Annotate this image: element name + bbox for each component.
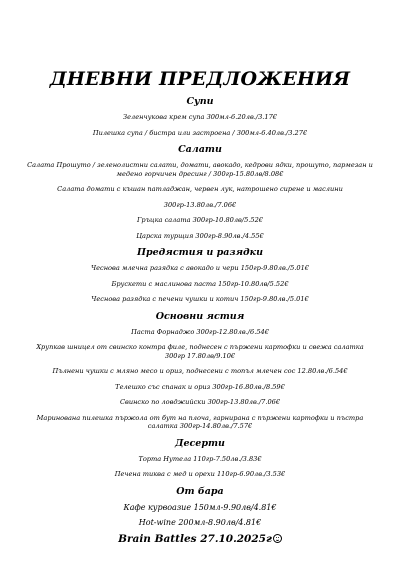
- menu-item: Пълнени чушки с мляно месо и ориз, поднесени с топъл млечен сос 12.80лв./6.54€: [52, 367, 348, 375]
- menu-item: Чеснова млечна разядка с авокадо и чери 150гр-9.80лв./5.01€: [91, 264, 309, 272]
- menu-item: 300гр-13.80лв./7.06€: [163, 200, 237, 209]
- page-title: ДНЕВНИ ПРЕДЛОЖЕНИЯ: [49, 68, 351, 90]
- menu-item: Салата домати с къшан патладжан, червен лук, натрошено сирене и маслини: [57, 185, 343, 193]
- section-desserts: [22, 438, 378, 479]
- menu-item: Гръцка салата 300гр-10.80лв/5.52€: [137, 216, 263, 224]
- section-heading-salads: Салати: [178, 144, 222, 155]
- section-starters: [22, 247, 378, 304]
- menu-item: Чеснова разядка с печени чушки и котич 150гр-9.80лв./5.01€: [91, 295, 309, 303]
- section-bar: [22, 486, 378, 528]
- event-footer: [22, 533, 378, 546]
- section-heading-bar: От бара: [176, 485, 224, 497]
- section-heading-starters: Предястия и разядки: [136, 247, 264, 258]
- menu-item: Кафе курвоазие 150мл-9.90лв/4.81€: [123, 502, 277, 512]
- menu-item: Зеленчукова крем супа 300мл-6.20лв./3.17€: [123, 113, 277, 121]
- section-soups: [22, 96, 378, 137]
- section-salads: [22, 144, 378, 240]
- menu-item: Телешко със спанак и ориз 300гр-16.80лв./8.59€: [115, 382, 285, 391]
- section-heading-mains: Основни ястия: [155, 310, 245, 322]
- menu-item: Свинско по ловджийски 300гр-13.80лв./7.06€: [119, 398, 281, 406]
- menu-item: Салата Прошуто / зеленолистни салати, домати, авокадо, кедрови ядки, прошуто, пармезан и медено горчичен дресинг / 300гр-15.80лв/8.08€: [27, 161, 373, 178]
- menu-item: Пилешка супа / бистра или застроена / 300мл-6.40лв./3.27€: [92, 128, 308, 137]
- smiley-face-icon: [273, 534, 282, 543]
- menu-item: Царска турщия 300гр-8.90лв./4.55€: [136, 231, 264, 240]
- section-heading-soups: Супи: [186, 96, 214, 107]
- footer-text: Brain Battles 27.10.2025г: [118, 532, 272, 545]
- menu-item: Паста Форнаджо 300гр-12.80лв./6.54€: [131, 327, 269, 336]
- section-heading-desserts: Десерти: [175, 437, 225, 449]
- menu-item: Маринована пилешка пържола от бут на плоча, гарнирана с пържени картофки и пъстра салатка 300гр-14.80лв./7.57€: [36, 413, 364, 430]
- menu-item: Хрупкав шницел от свинско контра филе, поднесен с пържени картофки и свежа салатка 300гр 17.80лв/9.10€: [36, 343, 364, 360]
- section-mains: [22, 311, 378, 431]
- menu-item: Hot-wine 200мл-8.90лв/4.81€: [138, 517, 262, 527]
- menu-item: Печена тиква с мед и орехи 110гр-6.90лв./3.53€: [114, 470, 286, 478]
- menu-item: Брускети с маслинова паста 150гр-10.80лв/5.52€: [111, 279, 289, 288]
- menu-item: Торта Нутела 110гр-7.50лв./3.83€: [138, 454, 262, 463]
